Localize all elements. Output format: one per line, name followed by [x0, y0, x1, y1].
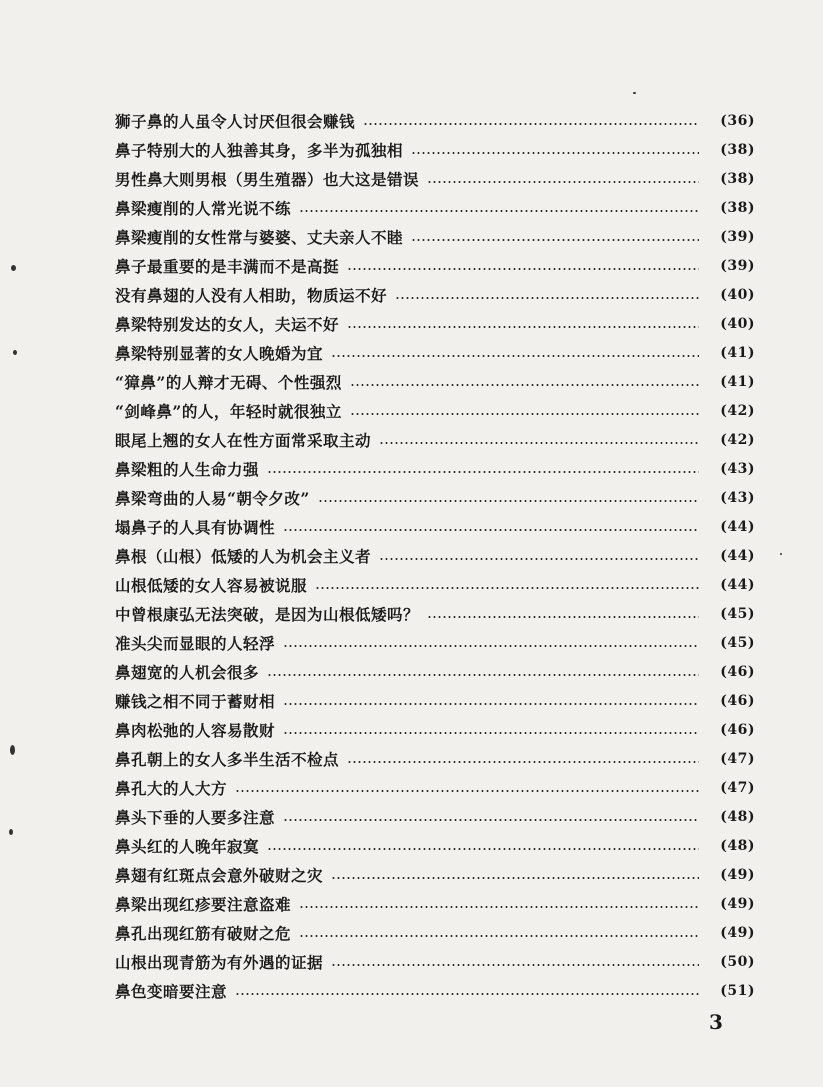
dot-leader: [283, 819, 699, 821]
toc-entry-title: 鼻梁粗的人生命力强: [115, 458, 265, 480]
dot-leader: [283, 645, 699, 647]
dot-leader: [299, 210, 699, 212]
toc-entry: [115, 541, 755, 570]
toc-entry: [115, 657, 755, 686]
dot-leader: [379, 558, 699, 560]
toc-entry-title: 鼻肉松弛的人容易散财: [115, 719, 281, 741]
dot-leader: [299, 935, 699, 937]
toc-entry: [115, 860, 755, 889]
toc-entry: [115, 135, 755, 164]
toc-entry-title: 鼻孔大的人大方: [115, 777, 233, 799]
toc-entry-title: “獐鼻”的人辩才无碍、个性强烈: [115, 371, 348, 393]
dot-leader: [347, 326, 699, 328]
toc-entry: [115, 947, 755, 976]
dot-leader: [267, 674, 699, 676]
toc-entry-title: 鼻梁瘦削的人常光说不练: [115, 197, 297, 219]
toc-entry-title: 鼻孔出现红筋有破财之危: [115, 922, 297, 944]
toc-entry-title: 鼻子特别大的人独善其身，多半为孤独相: [115, 139, 409, 161]
toc-entry-page: (39): [720, 257, 755, 274]
dot-leader: [315, 587, 699, 589]
dot-leader: [347, 268, 699, 270]
toc-entry-page: (50): [720, 953, 755, 970]
toc-entry: [115, 193, 755, 222]
dot-leader: [331, 877, 699, 879]
toc-entry: [115, 512, 755, 541]
toc-entry-title: 狮子鼻的人虽令人讨厌但很会赚钱: [115, 110, 361, 132]
toc-entry: [115, 976, 755, 1005]
toc-entry-title: 塌鼻子的人具有协调性: [115, 516, 281, 538]
toc-entry-title: 鼻翅宽的人机会很多: [115, 661, 265, 683]
toc-entry-title: 准头尖而显眼的人轻浮: [115, 632, 281, 654]
toc-entry: [115, 222, 755, 251]
toc-entry-title: 鼻子最重要的是丰满而不是高挺: [115, 255, 345, 277]
toc-entry: [115, 251, 755, 280]
toc-entry-page: (46): [720, 721, 755, 738]
dot-leader: [427, 616, 699, 618]
dot-leader: [283, 732, 699, 734]
toc-entry-title: 男性鼻大则男根（男生殖器）也大这是错误: [115, 168, 425, 190]
toc-entry-title: 鼻梁弯曲的人易“朝令夕改”: [115, 487, 316, 509]
toc-entry-page: (49): [720, 924, 755, 941]
dot-leader: [363, 123, 699, 125]
dot-leader: [427, 181, 699, 183]
dot-leader: [379, 442, 699, 444]
scan-speck: [11, 265, 16, 271]
dot-leader: [235, 790, 699, 792]
scan-speck: [13, 350, 17, 355]
scan-speck: [9, 829, 13, 835]
dot-leader: [411, 152, 699, 154]
toc-entry: [115, 570, 755, 599]
dot-leader: [331, 355, 699, 357]
table-of-contents: [115, 106, 755, 1005]
scan-speck: [780, 553, 782, 555]
toc-entry-page: (38): [720, 141, 755, 158]
toc-entry: [115, 715, 755, 744]
toc-entry-page: (51): [720, 982, 755, 999]
toc-entry-page: (40): [720, 286, 755, 303]
dot-leader: [299, 906, 699, 908]
toc-entry: [115, 164, 755, 193]
dot-leader: [350, 384, 699, 386]
scan-speck: [633, 92, 636, 94]
toc-entry-page: (38): [720, 170, 755, 187]
toc-entry-page: (39): [720, 228, 755, 245]
toc-entry-title: 鼻孔朝上的女人多半生活不检点: [115, 748, 345, 770]
toc-entry-title: 鼻头下垂的人要多注意: [115, 806, 281, 828]
toc-entry: [115, 889, 755, 918]
toc-entry-page: (41): [720, 373, 755, 390]
toc-entry-title: 鼻梁瘦削的女性常与婆婆、丈夫亲人不睦: [115, 226, 409, 248]
toc-entry: [115, 802, 755, 831]
toc-entry-title: 鼻色变暗要注意: [115, 980, 233, 1002]
toc-entry-title: 鼻根（山根）低矮的人为机会主义者: [115, 545, 377, 567]
dot-leader: [267, 848, 699, 850]
toc-entry: [115, 483, 755, 512]
toc-entry-title: 鼻梁特别显著的女人晚婚为宜: [115, 342, 329, 364]
dot-leader: [267, 471, 699, 473]
toc-entry-title: 山根出现青筋为有外遇的证据: [115, 951, 329, 973]
dot-leader: [347, 761, 699, 763]
toc-entry: [115, 396, 755, 425]
toc-entry-page: (36): [720, 112, 755, 129]
toc-entry-page: (45): [720, 605, 755, 622]
toc-entry-title: 鼻梁出现红疹要注意盗难: [115, 893, 297, 915]
toc-entry: [115, 280, 755, 309]
dot-leader: [318, 500, 699, 502]
dot-leader: [350, 413, 699, 415]
toc-entry-page: (42): [720, 402, 755, 419]
toc-entry: [115, 918, 755, 947]
dot-leader: [331, 964, 699, 966]
toc-entry-page: (47): [720, 779, 755, 796]
toc-entry-page: (48): [720, 808, 755, 825]
toc-entry: [115, 367, 755, 396]
toc-entry-title: 没有鼻翅的人没有人相助，物质运不好: [115, 284, 393, 306]
toc-entry: [115, 773, 755, 802]
toc-entry-page: (40): [720, 315, 755, 332]
dot-leader: [395, 297, 699, 299]
scan-speck: [10, 745, 15, 755]
toc-entry-page: (46): [720, 692, 755, 709]
dot-leader: [283, 529, 699, 531]
toc-entry-page: (44): [720, 518, 755, 535]
toc-entry-title: 眼尾上翘的女人在性方面常采取主动: [115, 429, 377, 451]
toc-entry-title: 鼻头红的人晚年寂寞: [115, 835, 265, 857]
toc-entry: [115, 106, 755, 135]
toc-entry-page: (38): [720, 199, 755, 216]
dot-leader: [283, 703, 699, 705]
toc-entry: [115, 831, 755, 860]
toc-entry-page: (49): [720, 895, 755, 912]
toc-entry: [115, 628, 755, 657]
toc-entry-title: 中曾根康弘无法突破，是因为山根低矮吗？: [115, 603, 425, 625]
toc-entry: [115, 338, 755, 367]
toc-entry-title: “剑峰鼻”的人，年轻时就很独立: [115, 400, 348, 422]
toc-entry-page: (47): [720, 750, 755, 767]
toc-entry-page: (43): [720, 460, 755, 477]
toc-entry-title: 鼻翅有红斑点会意外破财之灾: [115, 864, 329, 886]
toc-entry: [115, 454, 755, 483]
toc-entry-title: 山根低矮的女人容易被说服: [115, 574, 313, 596]
toc-entry: [115, 425, 755, 454]
toc-entry-page: (48): [720, 837, 755, 854]
toc-entry-page: (45): [720, 634, 755, 651]
toc-entry-title: 赚钱之相不同于蓄财相: [115, 690, 281, 712]
dot-leader: [235, 993, 699, 995]
toc-entry-page: (49): [720, 866, 755, 883]
toc-entry-title: 鼻梁特别发达的女人，夫运不好: [115, 313, 345, 335]
toc-entry: [115, 309, 755, 338]
dot-leader: [411, 239, 699, 241]
toc-entry: [115, 599, 755, 628]
toc-entry-page: (41): [720, 344, 755, 361]
toc-entry-page: (46): [720, 663, 755, 680]
page-number: 3: [709, 1010, 723, 1034]
toc-entry-page: (44): [720, 547, 755, 564]
toc-entry: [115, 744, 755, 773]
toc-entry-page: (42): [720, 431, 755, 448]
toc-entry: [115, 686, 755, 715]
toc-entry-page: (43): [720, 489, 755, 506]
toc-entry-page: (44): [720, 576, 755, 593]
